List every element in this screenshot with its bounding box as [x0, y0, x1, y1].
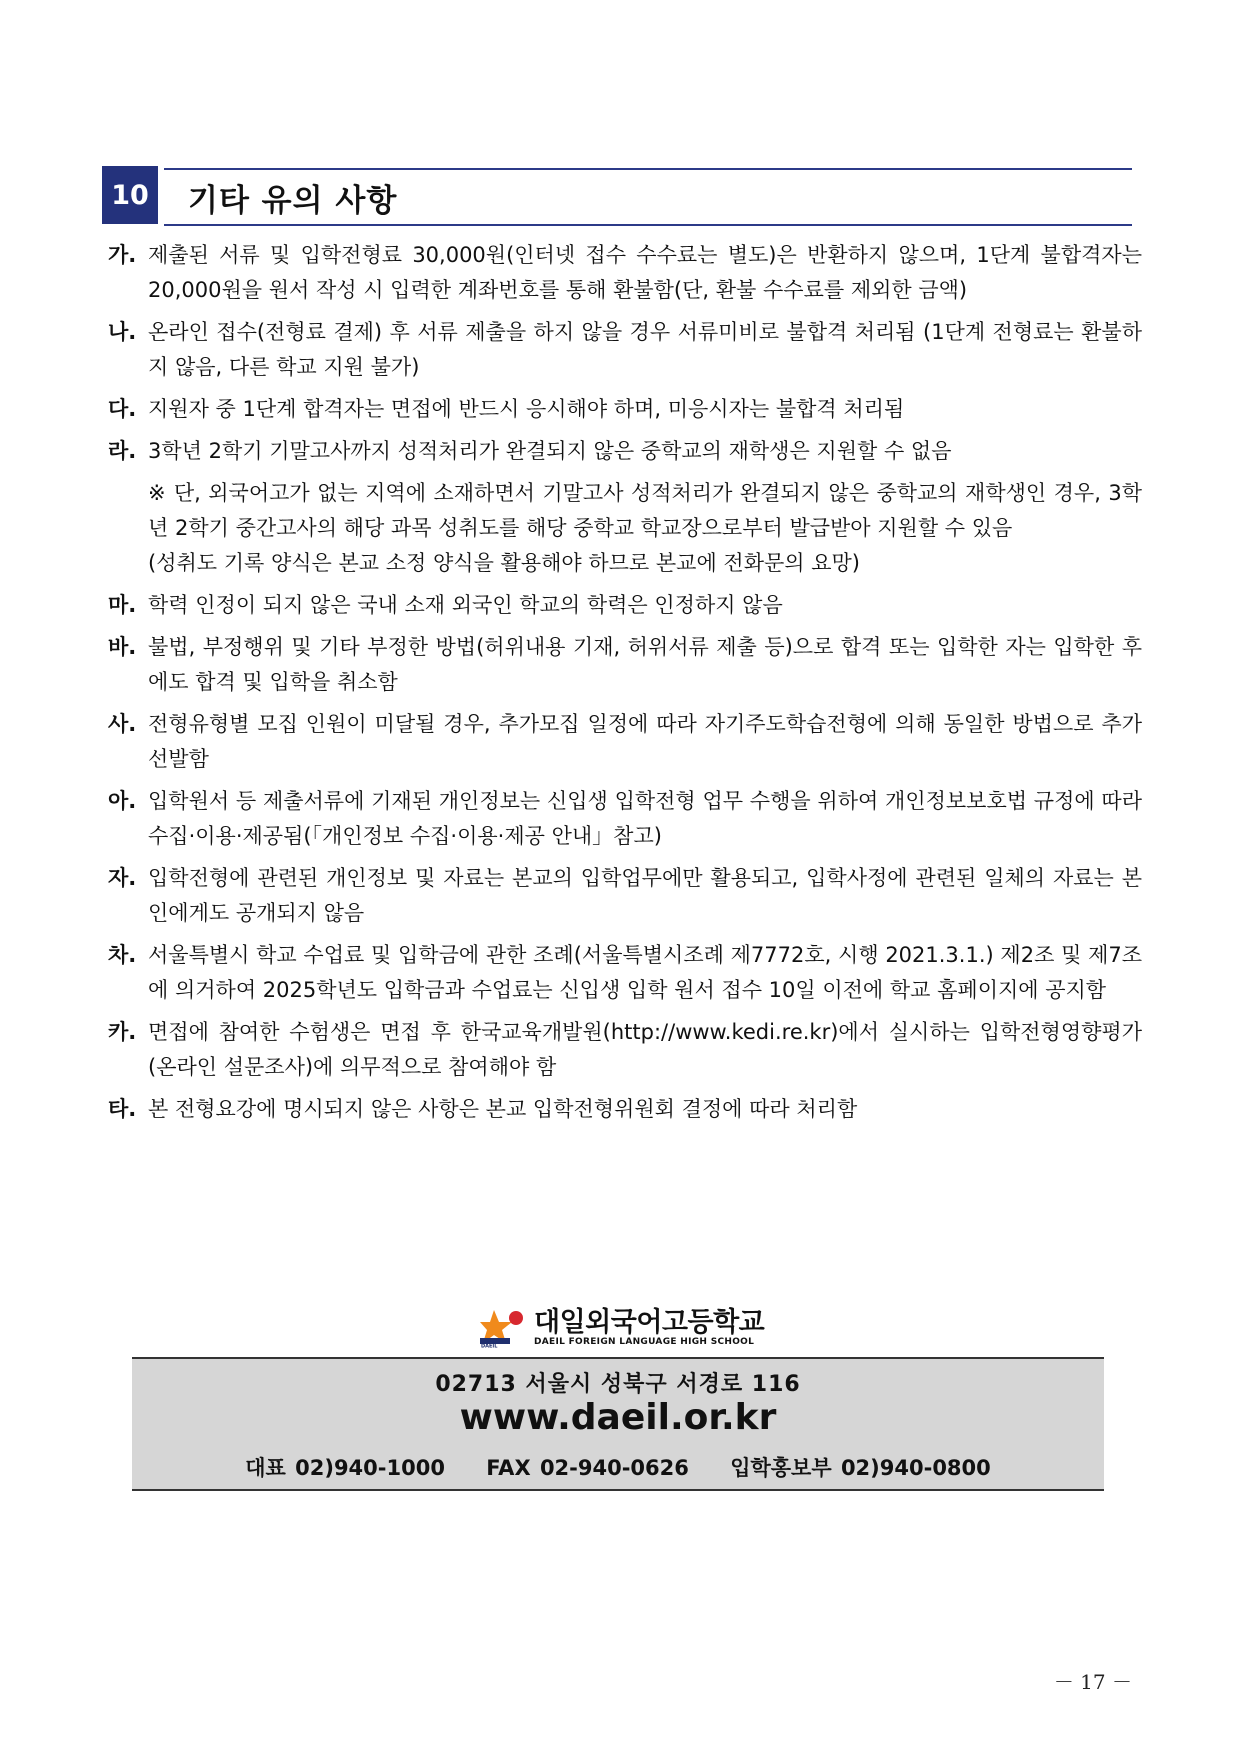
- list-item: [108, 238, 1142, 308]
- page-number: － 17 －: [1053, 1670, 1132, 1694]
- section-title: 기타 유의 사항: [188, 183, 398, 219]
- section-number: 10: [102, 166, 158, 224]
- item-marker: 차.: [108, 943, 137, 967]
- school-emblem-icon: [480, 1308, 526, 1348]
- item-text: 본 전형요강에 명시되지 않은 사항은 본교 입학전형위원회 결정에 따라 처리함: [148, 1097, 858, 1121]
- item-marker: 라.: [108, 439, 137, 463]
- school-logo: [480, 1306, 780, 1350]
- item-marker: 카.: [108, 1020, 137, 1044]
- item-marker: 사.: [108, 712, 137, 736]
- item-marker: 타.: [108, 1097, 137, 1121]
- list-item: [108, 1092, 1142, 1127]
- item-marker: 가.: [108, 243, 137, 267]
- note-block: [108, 476, 1142, 581]
- note-subtext: (성취도 기록 양식은 본교 소정 양식을 활용해야 하므로 본교에 전화문의 요망): [148, 551, 861, 575]
- list-item: [108, 861, 1142, 931]
- item-marker: 마.: [108, 593, 137, 617]
- item-marker: 바.: [108, 635, 137, 659]
- item-text: 온라인 접수(전형료 결제) 후 서류 제출을 하지 않을 경우 서류미비로 불합격 처리됨 (1단계 전형료는 환불하지 않음, 다른 학교 지원 불가): [148, 320, 1142, 379]
- school-address: 02713 서울시 성북구 서경로 116: [435, 1372, 801, 1397]
- contact-box: [132, 1357, 1104, 1491]
- list-item: [108, 1015, 1142, 1085]
- item-text: 전형유형별 모집 인원이 미달될 경우, 추가모집 일정에 따라 자기주도학습전형에 의해 동일한 방법으로 추가 선발함: [148, 712, 1142, 771]
- contact-numbers: [132, 1452, 1104, 1482]
- item-text: 3학년 2학기 기말고사까지 성적처리가 완결되지 않은 중학교의 재학생은 지원할 수 없음: [148, 439, 952, 463]
- logo-mark-text: DAEIL: [481, 1343, 498, 1348]
- list-item: [108, 588, 1142, 623]
- item-text: 서울특별시 학교 수업료 및 입학금에 관한 조례(서울특별시조례 제7772호, 시행 2021.3.1.) 제2조 및 제7조에 의거하여 2025학년도 입학금과 수업료는 신입생 입학 원서 접수 10일 이전에 학교 홈페이지에 공지함: [148, 943, 1142, 1002]
- school-name-english: DAEIL FOREIGN LANGUAGE HIGH SCHOOL: [534, 1336, 755, 1347]
- main-phone: 대표 02)940-1000: [245, 1456, 445, 1480]
- admissions-phone: 입학홍보부 02)940-0800: [730, 1456, 991, 1480]
- item-marker: 아.: [108, 789, 137, 813]
- fax-number: FAX 02-940-0626: [486, 1456, 689, 1480]
- item-text: 지원자 중 1단계 합격자는 면접에 반드시 응시해야 하며, 미응시자는 불합격 처리됨: [148, 397, 905, 421]
- item-marker: 자.: [108, 866, 137, 890]
- section-header: [102, 166, 1132, 226]
- list-item: [108, 434, 1142, 469]
- list-item: [108, 938, 1142, 1008]
- note-text: ※ 단, 외국어고가 없는 지역에 소재하면서 기말고사 성적처리가 완결되지 않은 중학교의 재학생인 경우, 3학년 2학기 중간고사의 해당 과목 성취도를 해당 중학교 학교장으로부터 발급받아 지원할 수 있음: [148, 481, 1142, 540]
- item-text: 제출된 서류 및 입학전형료 30,000원(인터넷 접수 수수료는 별도)은 반환하지 않으며, 1단계 불합격자는 20,000원을 원서 작성 시 입력한 계좌번호를 통해 환불함(단, 환불 수수료를 제외한 금액): [148, 243, 1142, 302]
- item-text: 불법, 부정행위 및 기타 부정한 방법(허위내용 기재, 허위서류 제출 등)으로 합격 또는 입학한 자는 입학한 후에도 합격 및 입학을 취소함: [148, 635, 1142, 694]
- list-item: [108, 707, 1142, 777]
- list-item: [108, 392, 1142, 427]
- list-item: [108, 315, 1142, 385]
- item-marker: 나.: [108, 320, 137, 344]
- notice-list: [108, 238, 1142, 1134]
- list-item: [108, 630, 1142, 700]
- item-text: 입학원서 등 제출서류에 기재된 개인정보는 신입생 입학전형 업무 수행을 위하여 개인정보보호법 규정에 따라 수집·이용·제공됨(「개인정보 수집·이용·제공 안내」참고): [148, 789, 1142, 848]
- school-name-korean: 대일외국어고등학교: [534, 1306, 765, 1338]
- item-marker: 다.: [108, 397, 137, 421]
- school-website: www.daeil.or.kr: [459, 1397, 777, 1438]
- item-text: 입학전형에 관련된 개인정보 및 자료는 본교의 입학업무에만 활용되고, 입학사정에 관련된 일체의 자료는 본인에게도 공개되지 않음: [148, 866, 1142, 925]
- list-item: [108, 784, 1142, 854]
- header-rule-bottom: [164, 224, 1132, 226]
- header-rule-top: [164, 168, 1132, 170]
- item-text: 면접에 참여한 수험생은 면접 후 한국교육개발원(http://www.kedi.re.kr)에서 실시하는 입학전형영향평가 (온라인 설문조사)에 의무적으로 참여해야 함: [148, 1020, 1142, 1079]
- item-text: 학력 인정이 되지 않은 국내 소재 외국인 학교의 학력은 인정하지 않음: [148, 593, 783, 617]
